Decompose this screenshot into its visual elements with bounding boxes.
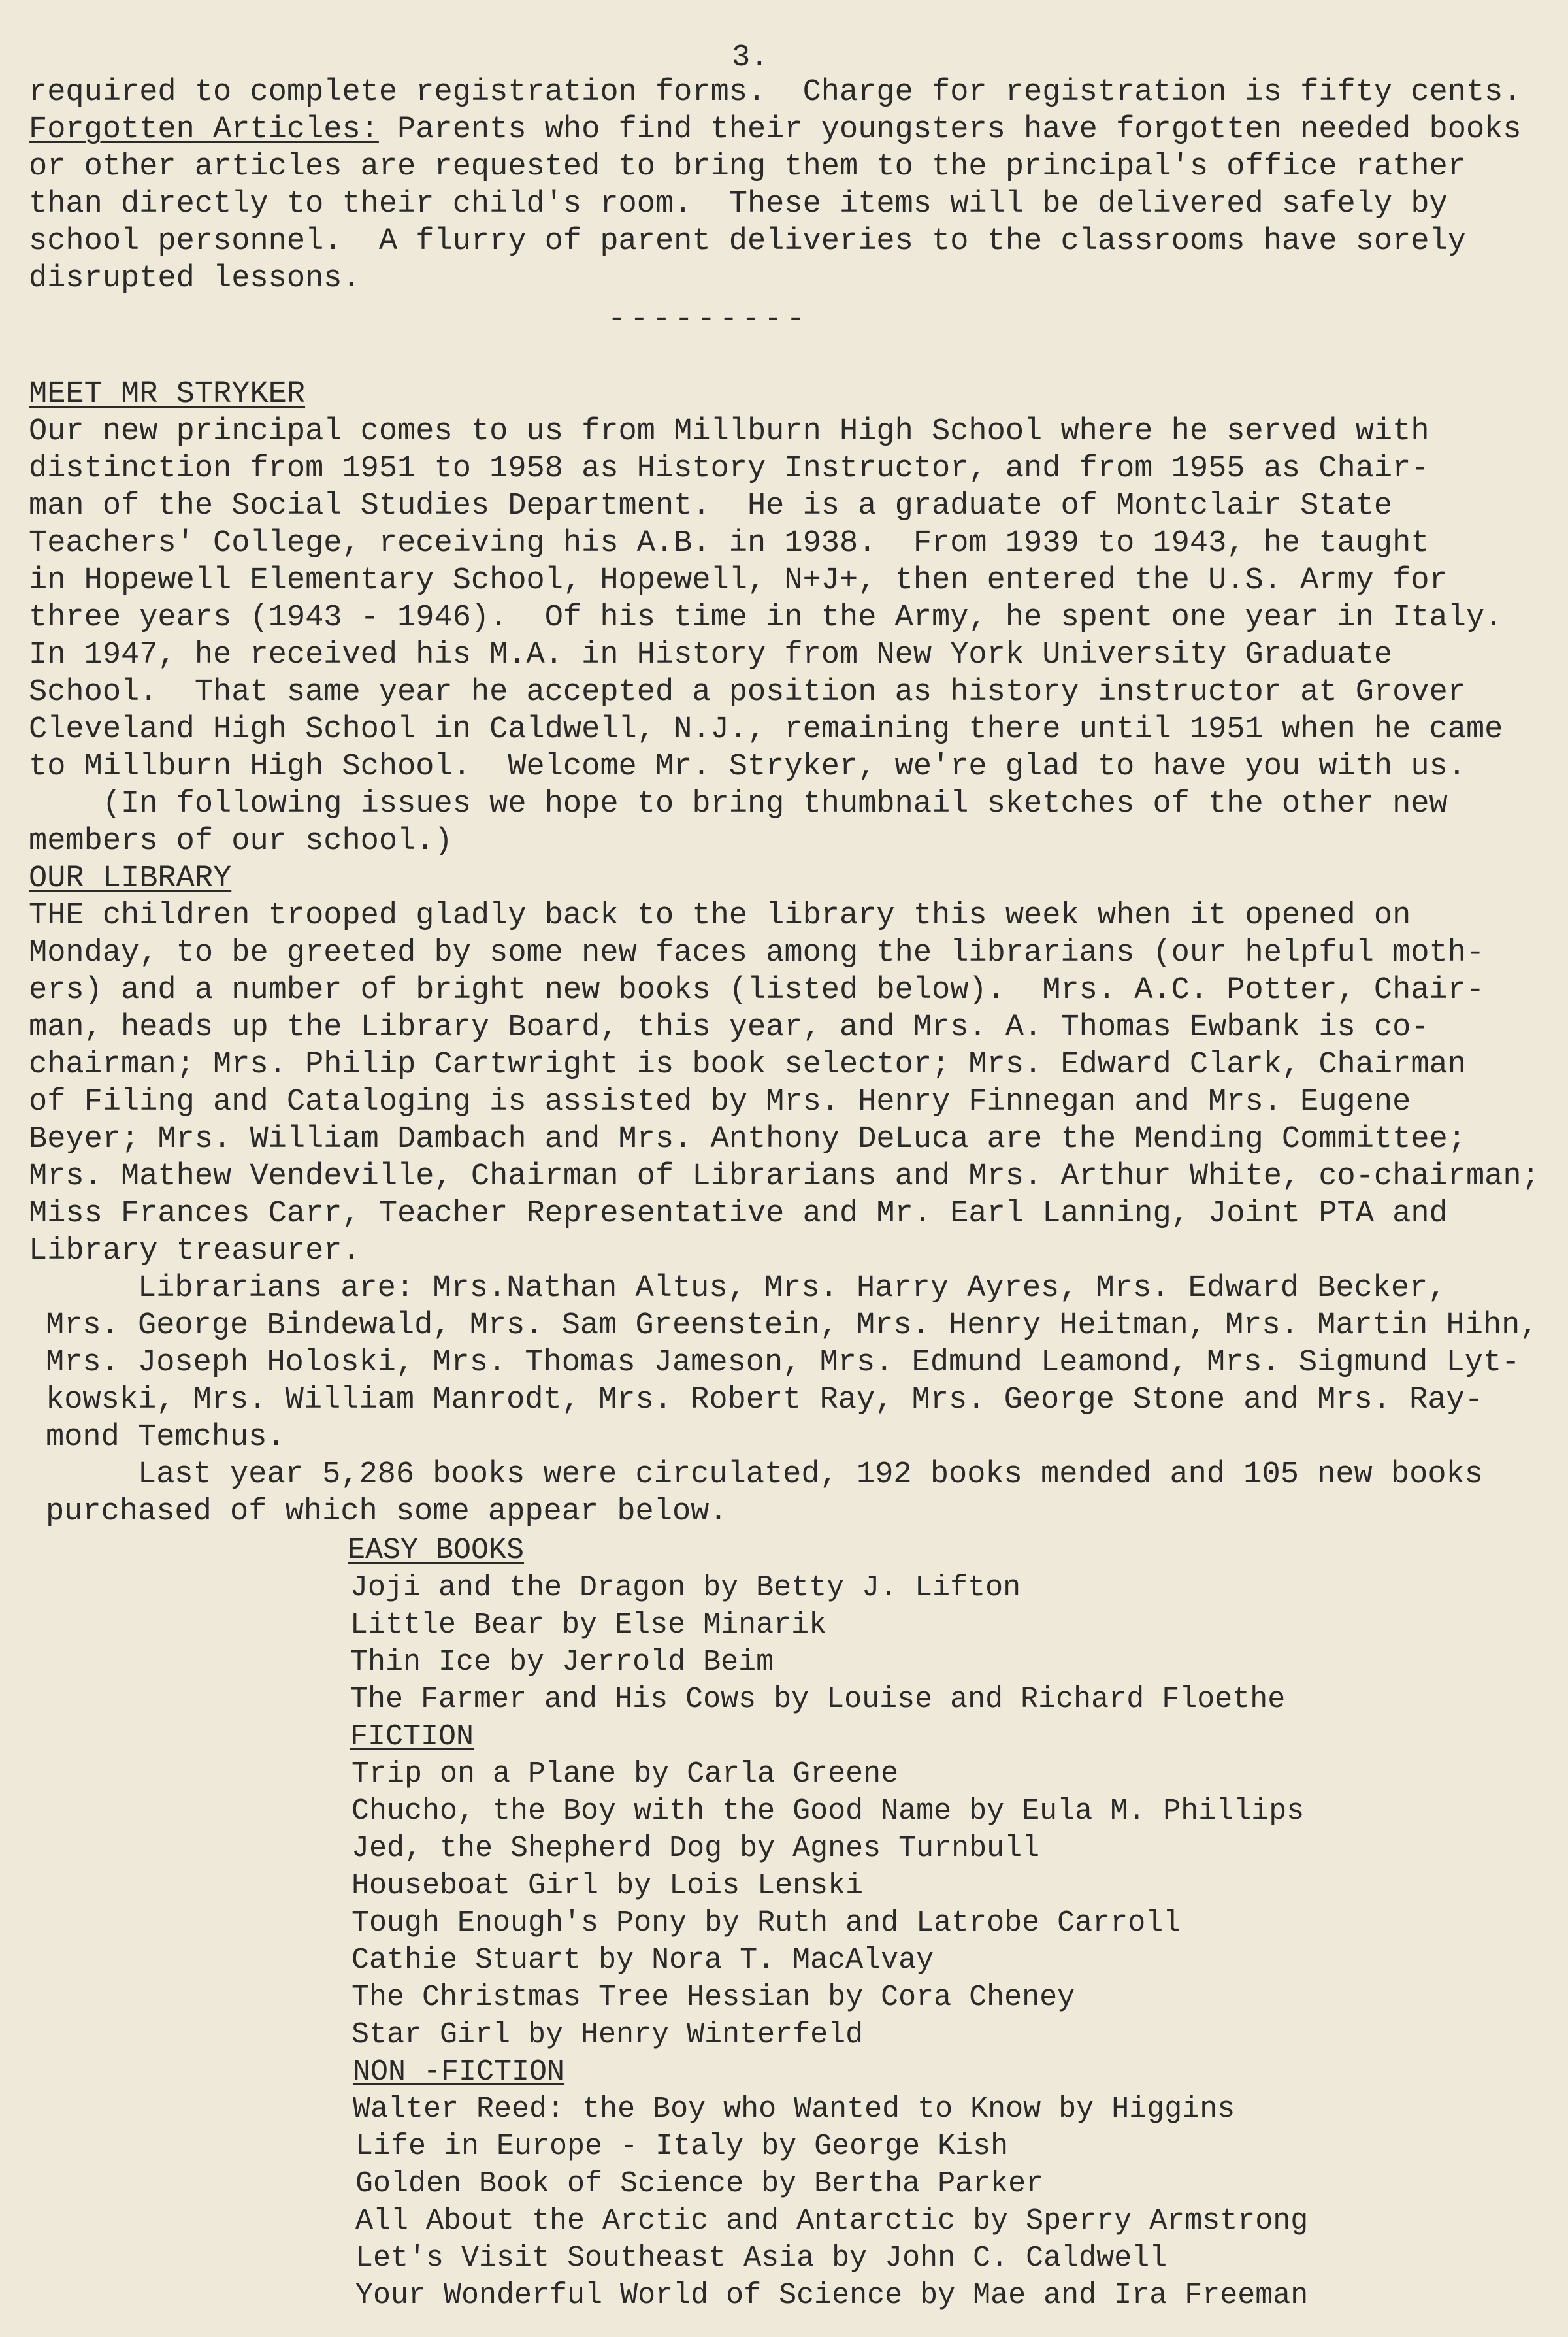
stryker-line: In 1947, he received his M.A. in History from New York University Graduate: [29, 638, 1393, 672]
stryker-line: three years (1943 - 1946). Of his time in the Army, he spent one year in Italy.: [29, 601, 1503, 635]
page-number: 3.: [732, 41, 769, 75]
stryker-line: distinction from 1951 to 1958 as History Instructor, and from 1955 as Chair-: [29, 452, 1429, 486]
intro-line: disrupted lessons.: [29, 261, 361, 296]
book-item: Houseboat Girl by Lois Lenski: [351, 1869, 864, 1902]
book-item: Jed, the Shepherd Dog by Agnes Turnbull: [351, 1832, 1040, 1865]
library-line: THE children trooped gladly back to the library this week when it opened on: [29, 899, 1411, 933]
library-line: Mrs. Mathew Vendeville, Chairman of Librarians and Mrs. Arthur White, co-chairman;: [29, 1159, 1540, 1194]
intro-line: than directly to their child's room. These items will be delivered safely by: [29, 187, 1448, 222]
librarians-line: Mrs. Joseph Holoski, Mrs. Thomas Jameson, Mrs. Edmund Leamond, Mrs. Sigmund Lyt-: [46, 1346, 1520, 1380]
book-item: Cathie Stuart by Nora T. MacAlvay: [351, 1944, 934, 1977]
library-line: chairman; Mrs. Philip Cartwright is book selector; Mrs. Edward Clark, Chairman: [29, 1048, 1466, 1082]
stats-line: Last year 5,286 books were circulated, 192 books mended and 105 new books: [46, 1457, 1483, 1492]
book-item: Life in Europe - Italy by George Kish: [355, 2130, 1009, 2163]
library-line: ers) and a number of bright new books (listed below). Mrs. A.C. Potter, Chair-: [29, 973, 1485, 1008]
intro-line: required to complete registration forms. Charge for registration is fifty cents.: [29, 75, 1522, 110]
library-heading: OUR LIBRARY: [29, 861, 232, 896]
section-divider: ---------: [608, 302, 809, 337]
book-item: The Christmas Tree Hessian by Cora Cheney: [351, 1981, 1075, 2014]
librarians-line: Mrs. George Bindewald, Mrs. Sam Greenstein, Mrs. Henry Heitman, Mrs. Martin Hihn,: [46, 1308, 1539, 1343]
book-item: Your Wonderful World of Science by Mae and Ira Freeman: [355, 2279, 1309, 2312]
book-item: Star Girl by Henry Winterfeld: [351, 2018, 864, 2051]
stryker-line: Our new principal comes to us from Millburn High School where he served with: [29, 414, 1429, 449]
stryker-line: to Millburn High School. Welcome Mr. Stryker, we're glad to have you with us.: [29, 750, 1466, 784]
stryker-heading: MEET MR STRYKER: [29, 377, 306, 412]
book-item: Let's Visit Southeast Asia by John C. Caldwell: [355, 2242, 1168, 2275]
library-line: Miss Frances Carr, Teacher Representative and Mr. Earl Lanning, Joint PTA and: [29, 1197, 1448, 1231]
book-item: The Farmer and His Cows by Louise and Richard Floethe: [350, 1683, 1286, 1716]
librarians-line: mond Temchus.: [46, 1420, 286, 1455]
intro-line-text: Parents who find their youngsters have forgotten needed books: [378, 112, 1522, 147]
stryker-line: in Hopewell Elementary School, Hopewell, N+J+, then entered the U.S. Army for: [29, 563, 1448, 598]
intro-line: school personnel. A flurry of parent deliveries to the classrooms have sorely: [29, 224, 1466, 259]
book-item: Golden Book of Science by Bertha Parker: [355, 2167, 1044, 2200]
stryker-line: Cleveland High School in Caldwell, N.J., remaining there until 1951 when he came: [29, 712, 1503, 747]
book-item: Joji and the Dragon by Betty J. Lifton: [350, 1571, 1021, 1604]
library-line: of Filing and Cataloging is assisted by Mrs. Henry Finnegan and Mrs. Eugene: [29, 1085, 1411, 1119]
book-item: Trip on a Plane by Carla Greene: [351, 1757, 899, 1791]
library-line: Library treasurer.: [29, 1234, 361, 1268]
librarians-line: Librarians are: Mrs.Nathan Altus, Mrs. Harry Ayres, Mrs. Edward Becker,: [46, 1271, 1446, 1306]
book-item: Little Bear by Else Minarik: [350, 1608, 827, 1642]
fiction-heading: FICTION: [350, 1720, 474, 1753]
stryker-line: (In following issues we hope to bring thumbnail sketches of the other new: [29, 787, 1448, 821]
book-item: Tough Enough's Pony by Ruth and Latrobe Carroll: [351, 1906, 1181, 1940]
library-line: Monday, to be greeted by some new faces among the librarians (our helpful moth-: [29, 936, 1485, 970]
librarians-line: kowski, Mrs. William Manrodt, Mrs. Robert Ray, Mrs. George Stone and Mrs. Ray-: [46, 1383, 1483, 1417]
forgotten-articles-heading: Forgotten Articles:: [29, 112, 379, 147]
stryker-line: School. That same year he accepted a position as history instructor at Grover: [29, 675, 1466, 710]
stryker-line: Teachers' College, receiving his A.B. in 1938. From 1939 to 1943, he taught: [29, 526, 1429, 561]
easy-books-heading: EASY BOOKS: [348, 1534, 525, 1567]
stryker-line: man of the Social Studies Department. He is a graduate of Montclair State: [29, 489, 1393, 523]
book-item: Chucho, the Boy with the Good Name by Eula M. Phillips: [351, 1795, 1305, 1828]
intro-line: [29, 111, 1522, 148]
library-line: Beyer; Mrs. William Dambach and Mrs. Anthony DeLuca are the Mending Committee;: [29, 1122, 1466, 1157]
non-fiction-heading: NON -FICTION: [353, 2055, 565, 2089]
book-item: Thin Ice by Jerrold Beim: [350, 1646, 774, 1679]
stats-line: purchased of which some appear below.: [46, 1495, 728, 1529]
book-item: All About the Arctic and Antarctic by Sperry Armstrong: [355, 2204, 1309, 2238]
stryker-line: members of our school.): [29, 824, 453, 859]
book-item: Walter Reed: the Boy who Wanted to Know by Higgins: [353, 2093, 1235, 2126]
library-line: man, heads up the Library Board, this year, and Mrs. A. Thomas Ewbank is co-: [29, 1010, 1429, 1045]
intro-line: or other articles are requested to bring them to the principal's office rather: [29, 150, 1466, 184]
